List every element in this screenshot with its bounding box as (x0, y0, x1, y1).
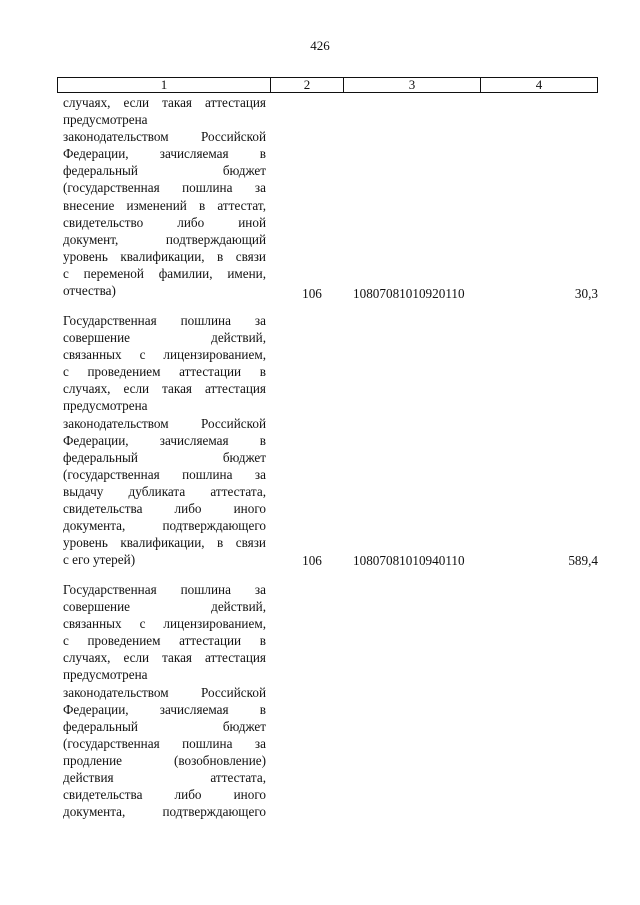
description-line: выдачу дубликата аттестата, (63, 483, 266, 499)
description-line: Федерации, зачисляемая в (63, 146, 266, 162)
description-line: случаях, если такая аттестация (63, 381, 266, 397)
description-line: уровень квалификации, в связи (63, 535, 266, 551)
amount-value: 589,4 (568, 553, 598, 568)
budget-classification-code: 10807081010920110 (353, 286, 465, 301)
description-line: случаях, если такая аттестация (63, 650, 266, 666)
description-line: документа, подтверждающего (63, 518, 266, 534)
description-line: Государственная пошлина за (63, 582, 266, 597)
admin-code: 106 (302, 286, 322, 301)
description-line: законодательством Российской (63, 129, 266, 145)
description-line: законодательством Российской (63, 415, 266, 431)
column-header-1: 1 (58, 78, 271, 92)
description-line: свидетельства либо иного (63, 787, 266, 803)
table-header (57, 77, 598, 93)
description-line: (государственная пошлина за (63, 735, 266, 751)
description-line: предусмотрена (63, 398, 148, 414)
description-line: действия аттестата, (63, 770, 266, 786)
description-line: с проведением аттестации в (63, 364, 266, 380)
description-line: (государственная пошлина за (63, 180, 266, 196)
description-line: с проведением аттестации в (63, 633, 266, 649)
description-line: Федерации, зачисляемая в (63, 701, 266, 717)
page-number: 426 (310, 38, 330, 53)
description-line: Федерации, зачисляемая в (63, 432, 266, 448)
description-line: предусмотрена (63, 667, 148, 683)
description-line: случаях, если такая аттестация (63, 95, 266, 110)
description-line: федеральный бюджет (63, 718, 266, 734)
description-line: федеральный бюджет (63, 163, 266, 179)
amount-value: 30,3 (574, 286, 598, 301)
description-line: законодательством Российской (63, 684, 266, 700)
description-line: документа, подтверждающего (63, 804, 266, 820)
row-description (63, 94, 266, 299)
description-line: Государственная пошлина за (63, 313, 266, 328)
description-line: продление (возобновление) (63, 752, 266, 768)
description-line: совершение действий, (63, 599, 266, 615)
admin-code: 106 (302, 553, 322, 568)
description-line: свидетельство либо иной (63, 214, 266, 230)
column-header-3: 3 (344, 78, 481, 92)
description-line: уровень квалификации, в связи (63, 248, 266, 264)
description-line: с переменой фамилии, имени, (63, 265, 266, 281)
budget-classification-code: 10807081010940110 (353, 553, 465, 568)
description-line: (государственная пошлина за (63, 466, 266, 482)
description-line: внесение изменений в аттестат, (63, 197, 266, 213)
description-line: связанных с лицензированием, (63, 347, 266, 363)
column-header-4: 4 (535, 77, 543, 92)
description-line: свидетельства либо иного (63, 501, 266, 517)
row-description (63, 312, 266, 568)
row-description (63, 581, 266, 820)
description-line: совершение действий, (63, 330, 266, 346)
description-line: отчества) (63, 283, 116, 299)
description-line: федеральный бюджет (63, 449, 266, 465)
description-line: предусмотрена (63, 112, 148, 128)
description-line: связанных с лицензированием, (63, 616, 266, 632)
description-line: документ, подтверждающий (63, 231, 266, 247)
description-line: с его утерей) (63, 552, 136, 568)
column-header-2: 2 (271, 78, 344, 92)
